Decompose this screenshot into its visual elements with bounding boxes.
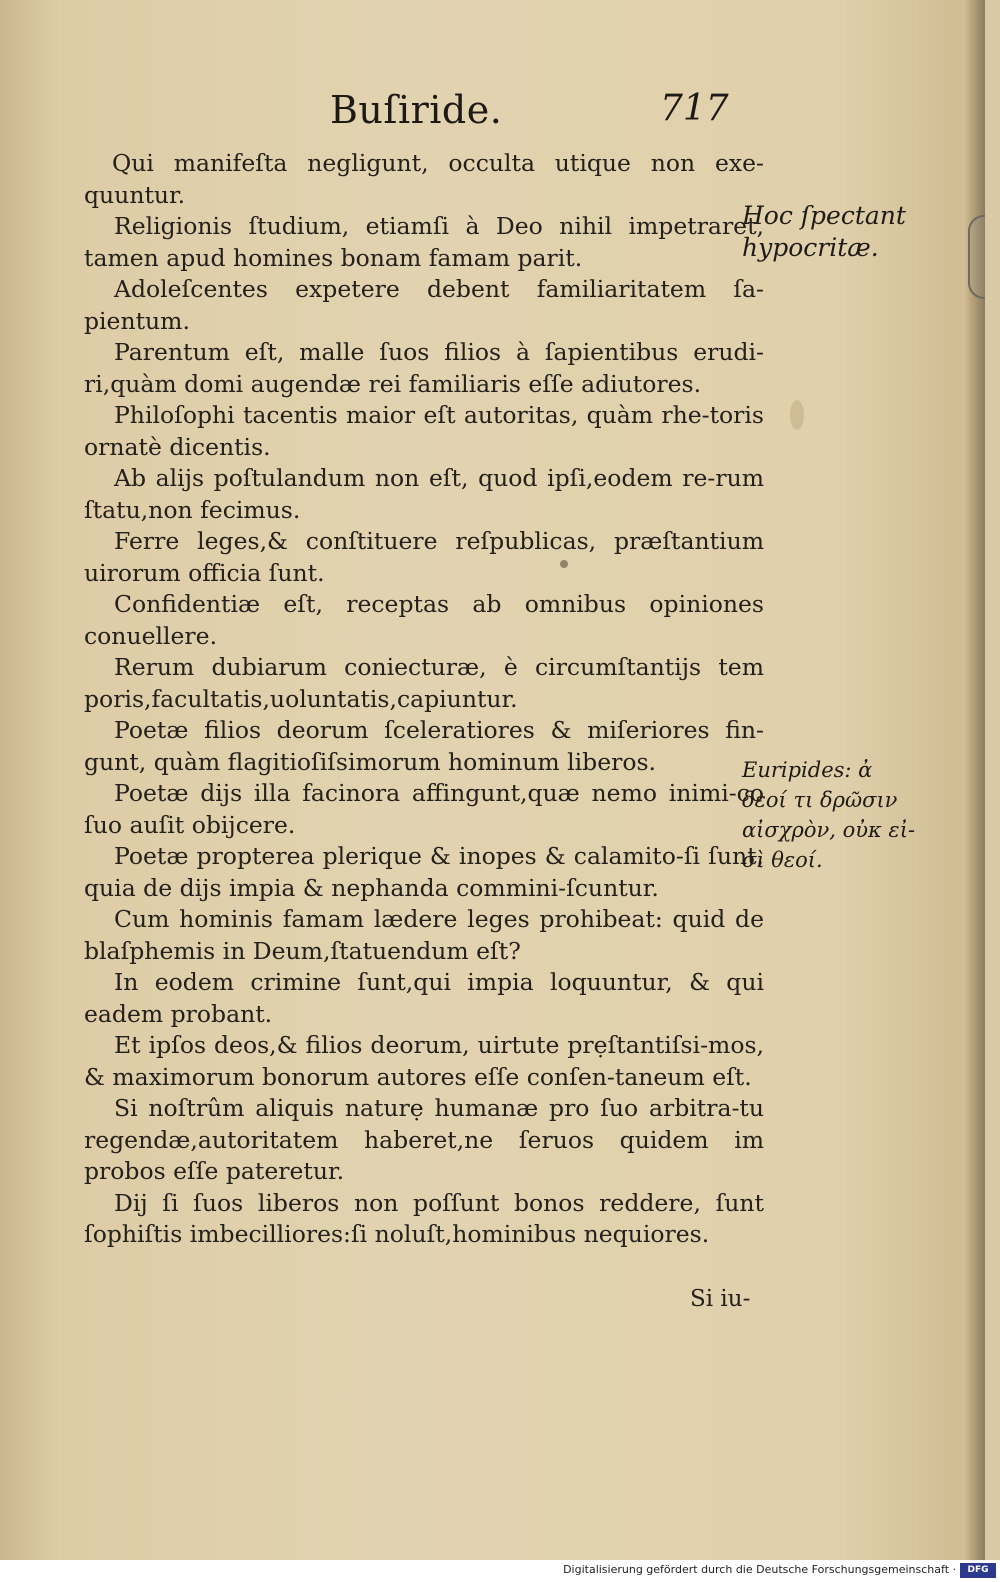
marginal-line: Euripides: ἀ bbox=[742, 758, 873, 782]
marginal-line: hypocritæ. bbox=[742, 233, 879, 262]
bookmark-clip bbox=[968, 215, 985, 299]
sentence-paragraph: Cum hominis famam lædere leges prohibeat: quid de blaſphemis in Deum,ſtatuendum eſt? bbox=[84, 905, 764, 965]
page-header bbox=[0, 88, 985, 144]
sentence-paragraph: Religionis ſtudium, etiamſi à Deo nihil impetraret, tamen apud homines bonam famam parit. bbox=[84, 212, 764, 272]
funding-credit: Digitalisierung gefördert durch die Deutsche Forschungsgemeinschaft · bbox=[563, 1563, 956, 1576]
sentence-paragraph: Philoſophi tacentis maior eſt autoritas, quàm rhe-toris ornatè dicentis. bbox=[84, 401, 764, 461]
sentence-paragraph: Qui manifeſta negligunt, occulta utique non exe-quuntur. bbox=[84, 149, 764, 209]
paper-stain bbox=[790, 400, 804, 430]
dfg-logo-icon: DFG bbox=[960, 1563, 996, 1578]
sentence-paragraph: Adoleſcentes expetere debent familiaritatem ſa-pientum. bbox=[84, 275, 764, 335]
sentence-paragraph: Confidentiæ eſt, receptas ab omnibus opiniones conuellere. bbox=[84, 590, 764, 650]
marginal-line: Hoc ſpectant bbox=[742, 201, 906, 230]
catchword: Si iu- bbox=[690, 1286, 751, 1312]
sentence-paragraph: Et ipſos deos,& filios deorum, uirtute prẹſtantiſsi-mos, & maximorum bonorum autores eſſe conſen-taneum eſt. bbox=[84, 1031, 764, 1091]
sentence-paragraph: In eodem crimine ſunt,qui impia loquuntur, & qui eadem probant. bbox=[84, 968, 764, 1028]
sentence-paragraph: Rerum dubiarum coniecturæ, è circumſtantijs tem poris,facultatis,uoluntatis,capiuntur. bbox=[84, 653, 764, 713]
marginal-note-hypocritae bbox=[742, 200, 906, 264]
body-text bbox=[84, 148, 764, 1251]
sentence-paragraph: Si noſtrûm aliquis naturẹ humanæ pro ſuo arbitra-tu regendæ,autoritatem haberet,ne ſeruos quidem im probos eſſe pateretur. bbox=[84, 1094, 764, 1185]
marginal-line: σὶ θεοί. bbox=[742, 848, 823, 872]
sentence-paragraph: Poetæ dijs illa facinora affingunt,quæ nemo inimi-co ſuo auſit obijcere. bbox=[84, 779, 764, 839]
digitization-footer bbox=[0, 1560, 1000, 1582]
sentence-paragraph: Parentum eſt, malle ſuos filios à ſapientibus erudi-ri,quàm domi augendæ rei familiaris eſſe adiutores. bbox=[84, 338, 764, 398]
page-number: 717 bbox=[660, 88, 729, 129]
sentence-paragraph: Poetæ filios deorum ſceleratiores & miſeriores fin-gunt, quàm flagitioſiſsimorum hominum liberos. bbox=[84, 716, 764, 776]
sentence-paragraph: Poetæ propterea plerique & inopes & calamito-ſi ſunt, quia de dijs impia & nephanda commini-ſcuntur. bbox=[84, 842, 764, 902]
marginal-line: δεοί τι δρῶσιν bbox=[742, 788, 898, 812]
sentence-paragraph: Ferre leges,& conſtituere reſpublicas, præſtantium uirorum officia ſunt. bbox=[84, 527, 764, 587]
running-title: Buſiride. bbox=[330, 88, 503, 132]
marginal-line: αἰσχρὸν, οὐκ εἰ- bbox=[742, 818, 916, 842]
sentence-paragraph: Dij ſi ſuos liberos non poſſunt bonos reddere, ſunt ſophiſtis imbecilliores:ſi noluſt,hominibus nequiores. bbox=[84, 1188, 764, 1248]
marginal-note-euripides bbox=[742, 755, 915, 875]
sentence-paragraph: Ab alijs poſtulandum non eſt, quod ipſi,eodem re-rum ſtatu,non fecimus. bbox=[84, 464, 764, 524]
